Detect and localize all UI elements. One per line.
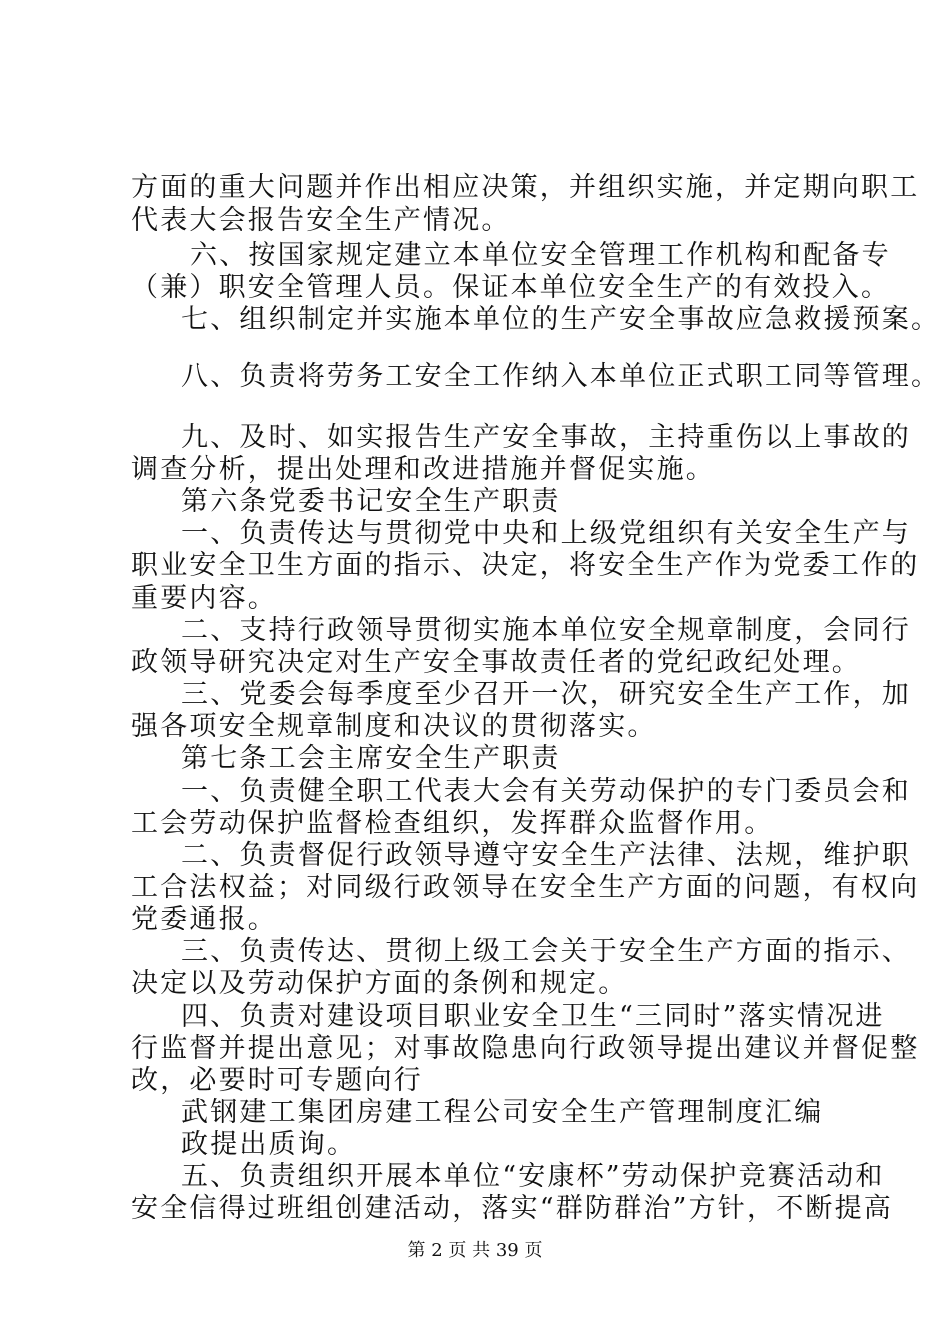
text-line: 强各项安全规章制度和决议的贯彻落实。 (131, 711, 657, 742)
text-line: 二、支持行政领导贯彻实施本单位安全规章制度，会同行 (181, 615, 911, 646)
text-line: 一、负责传达与贯彻党中央和上级党组织有关安全生产与 (181, 518, 911, 549)
text-line: 政领导研究决定对生产安全事故责任者的党纪政纪处理。 (131, 647, 861, 678)
section-heading: 第七条工会主席安全生产职责 (181, 743, 561, 774)
text-line: 职业安全卫生方面的指示、决定，将安全生产作为党委工作的 (131, 550, 920, 581)
text-line: 六、按国家规定建立本单位安全管理工作机构和配备专 (190, 240, 891, 271)
text-line: 三、负责传达、贯彻上级工会关于安全生产方面的指示、 (181, 936, 911, 967)
text-line: 五、负责组织开展本单位“安康杯”劳动保护竞赛活动和 (181, 1161, 885, 1192)
text-line: 九、及时、如实报告生产安全事故，主持重伤以上事故的 (181, 422, 911, 453)
text-line: 工会劳动保护监督检查组织，发挥群众监督作用。 (131, 808, 774, 839)
text-line: 三、党委会每季度至少召开一次，研究安全生产工作，加 (181, 679, 911, 710)
text-line: 方面的重大问题并作出相应决策，并组织实施，并定期向职工 (131, 172, 920, 203)
text-line: 工合法权益；对同级行政领导在安全生产方面的问题，有权向 (131, 872, 920, 903)
text-line: 四、负责对建设项目职业安全卫生“三同时”落实情况进 (181, 1001, 885, 1032)
text-line: 代表大会报告安全生产情况。 (131, 205, 511, 236)
text-line: 调查分析，提出处理和改进措施并督促实施。 (131, 454, 715, 485)
page-number-footer: 第 2 页 共 39 页 (407, 1240, 543, 1261)
text-line: 决定以及劳动保护方面的条例和规定。 (131, 968, 628, 999)
text-line: 党委通报。 (131, 904, 277, 935)
running-header-text: 武钢建工集团房建工程公司安全生产管理制度汇编 (181, 1097, 824, 1128)
text-line: 一、负责健全职工代表大会有关劳动保护的专门委员会和 (181, 776, 911, 807)
text-line: 七、组织制定并实施本单位的生产安全事故应急救援预案。 (181, 304, 941, 335)
text-line: 安全信得过班组创建活动，落实“群防群治”方针，不断提高 (131, 1193, 894, 1224)
text-line: 二、负责督促行政领导遵守安全生产法律、法规，维护职 (181, 840, 911, 871)
text-line: 政提出质询。 (181, 1129, 357, 1160)
section-heading: 第六条党委书记安全生产职责 (181, 486, 561, 517)
text-line: 改，必要时可专题向行 (131, 1065, 423, 1096)
text-line: 八、负责将劳务工安全工作纳入本单位正式职工同等管理。 (181, 361, 941, 392)
text-line: 行监督并提出意见；对事故隐患向行政领导提出建议并督促整 (131, 1033, 920, 1064)
text-line: 重要内容。 (131, 583, 277, 614)
text-line: （兼）职安全管理人员。保证本单位安全生产的有效投入。 (131, 272, 891, 303)
